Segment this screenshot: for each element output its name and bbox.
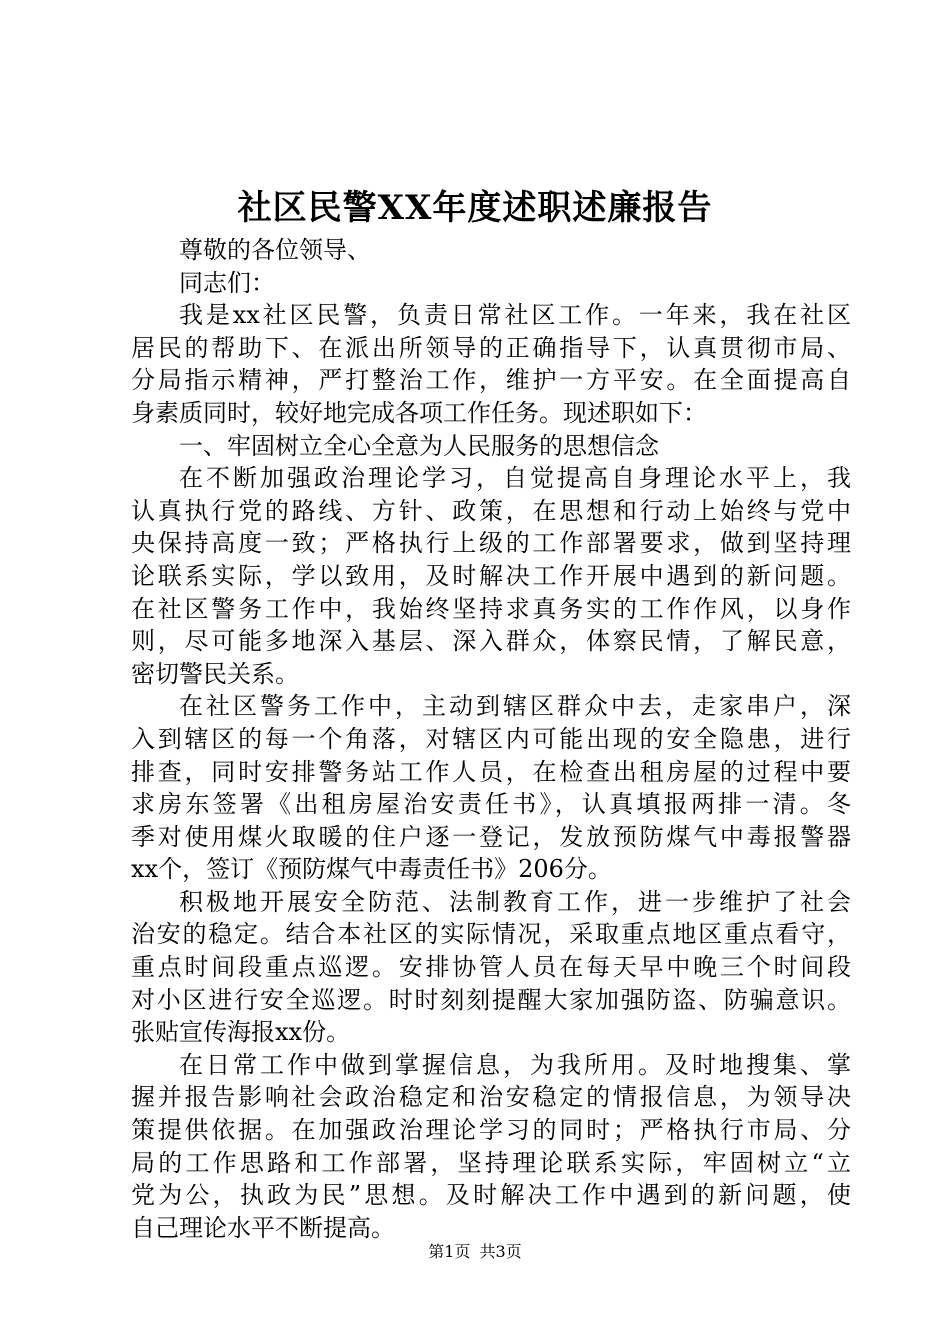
body-line: 则，尽可能多地深入基层、深入群众，体察民情，了解民意， [131,627,851,656]
body-line: 同志们： [179,268,275,297]
body-line: 排查，同时安排警务站工作人员，在检查出租房屋的过程中要 [131,757,851,786]
body-line: 张贴宣传海报xx份。 [131,1018,351,1047]
body-line: xx个，签订《预防煤气中毒责任书》206分。 [131,855,612,884]
body-line: 治安的稳定。结合本社区的实际情况，采取重点地区重点看守， [131,920,851,949]
body-line: 局的工作思路和工作部署，坚持理论联系实际，牢固树立“立 [131,1148,851,1177]
body-line: 重点时间段重点巡逻。安排协管人员在每天早中晚三个时间段 [131,953,851,982]
body-line: 分局指示精神，严打整治工作，维护一方平安。在全面提高自 [131,366,851,395]
body-line: 对小区进行安全巡逻。时时刻刻提醒大家加强防盗、防骗意识。 [131,985,851,1014]
body-line: 自己理论水平不断提高。 [131,1213,395,1242]
body-line: 求房东签署《出租房屋治安责任书》，认真填报两排一清。冬 [131,790,851,819]
body-line: 握并报告影响社会政治稳定和治安稳定的情报信息，为领导决 [131,1083,851,1112]
body-line: 尊敬的各位领导、 [179,236,371,264]
body-line: 在日常工作中做到掌握信息，为我所用。及时地搜集、掌 [179,1050,851,1079]
page-footer: 第1页 共3页 [428,1242,522,1261]
document-title: 社区民警XX年度述职述廉报告 [237,188,713,228]
body-line: 认真执行党的路线、方针、政策，在思想和行动上始终与党中 [131,496,851,525]
body-line: 论联系实际，学以致用，及时解决工作开展中遇到的新问题。 [131,561,851,590]
body-line: 在社区警务工作中，我始终坚持求真务实的工作作风，以身作 [131,594,851,623]
body-line: 在社区警务工作中，主动到辖区群众中去，走家串户，深 [179,692,851,721]
body-line: 积极地开展安全防范、法制教育工作，进一步维护了社会 [179,887,851,916]
body-line: 季对使用煤火取暖的住户逐一登记，发放预防煤气中毒报警器 [131,822,851,851]
body-line: 一、牢固树立全心全意为人民服务的思想信念 [179,431,659,460]
body-line: 我是xx社区民警，负责日常社区工作。一年来，我在社区 [179,301,851,330]
body-line: 密切警民关系。 [131,659,299,688]
body-line: 身素质同时，较好地完成各项工作任务。现述职如下： [131,398,707,427]
document-body [131,234,851,1244]
body-line: 居民的帮助下、在派出所领导的正确指导下，认真贯彻市局、 [131,333,851,362]
body-line: 在不断加强政治理论学习，自觉提高自身理论水平上，我 [179,464,851,493]
body-line: 策提供依据。在加强政治理论学习的同时；严格执行市局、分 [131,1116,851,1145]
body-line: 入到辖区的每一个角落，对辖区内可能出现的安全隐患，进行 [131,724,851,753]
body-line: 党为公，执政为民”思想。及时解决工作中遇到的新问题，使 [131,1181,851,1210]
body-line: 央保持高度一致；严格执行上级的工作部署要求，做到坚持理 [131,529,851,558]
